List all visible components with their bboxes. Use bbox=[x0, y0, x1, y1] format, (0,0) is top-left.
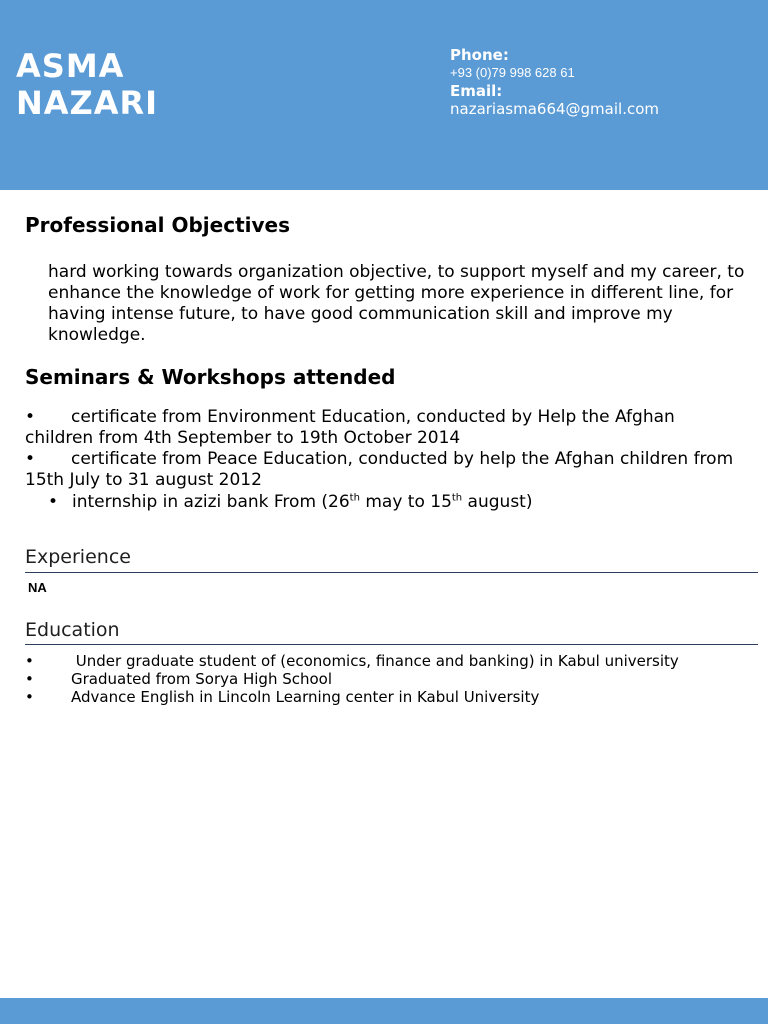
internship-text-post: august) bbox=[462, 492, 533, 512]
education-item bbox=[25, 688, 539, 706]
seminars-heading: Seminars & Workshops attended bbox=[25, 365, 396, 389]
bullet-icon: • bbox=[25, 652, 34, 670]
bullet-icon: • bbox=[25, 449, 36, 469]
objectives-heading: Professional Objectives bbox=[25, 213, 290, 237]
phone-number: +93 (0)79 998 628 61 bbox=[450, 65, 575, 80]
education-item bbox=[25, 670, 332, 688]
last-name: NAZARI bbox=[16, 84, 159, 122]
education-heading: Education bbox=[25, 619, 120, 641]
experience-value: NA bbox=[28, 580, 47, 595]
seminar-item bbox=[25, 407, 745, 449]
internship-text-pre: internship in azizi bank From (26 bbox=[72, 492, 350, 512]
internship-sup-1: th bbox=[349, 492, 360, 504]
email-address[interactable]: nazariasma664@gmail.com bbox=[450, 100, 660, 118]
education-item-text: Advance English in Lincoln Learning center in Kabul University bbox=[71, 688, 540, 706]
bullet-icon: • bbox=[25, 407, 36, 427]
internship-text-mid: may to 15 bbox=[359, 492, 452, 512]
bullet-icon: • bbox=[25, 670, 34, 688]
seminar-item-text: certificate from Peace Education, conducted by help the Afghan children from 15th July to 31 august 2012 bbox=[25, 449, 734, 490]
header-banner bbox=[0, 0, 768, 190]
bullet-icon: • bbox=[25, 688, 34, 706]
phone-label: Phone: bbox=[450, 46, 509, 64]
email-label: Email: bbox=[450, 82, 503, 100]
contact-block bbox=[450, 46, 659, 118]
internship-sup-2: th bbox=[451, 492, 463, 504]
footer-banner bbox=[0, 998, 768, 1024]
seminar-item-text: certificate from Environment Education, conducted by Help the Afghan children from 4th September to 19th October 2014 bbox=[25, 407, 675, 448]
education-item-text: Under graduate student of (economics, finance and banking) in Kabul university bbox=[71, 652, 679, 670]
bullet-icon: • bbox=[48, 492, 59, 512]
experience-heading: Experience bbox=[25, 546, 131, 568]
seminar-item bbox=[25, 449, 745, 491]
education-item-text: Graduated from Sorya High School bbox=[71, 670, 333, 688]
education-item bbox=[25, 652, 679, 670]
first-name: ASMA bbox=[16, 47, 125, 85]
experience-divider bbox=[25, 572, 758, 573]
candidate-name bbox=[16, 48, 158, 122]
education-divider bbox=[25, 644, 758, 645]
internship-item bbox=[48, 492, 532, 513]
objectives-text: hard working towards organization objective, to support myself and my career, to enhance the knowledge of work for getting more experience in different line, for having intense future, to have good communication skill and improve my knowledge. bbox=[48, 262, 745, 345]
